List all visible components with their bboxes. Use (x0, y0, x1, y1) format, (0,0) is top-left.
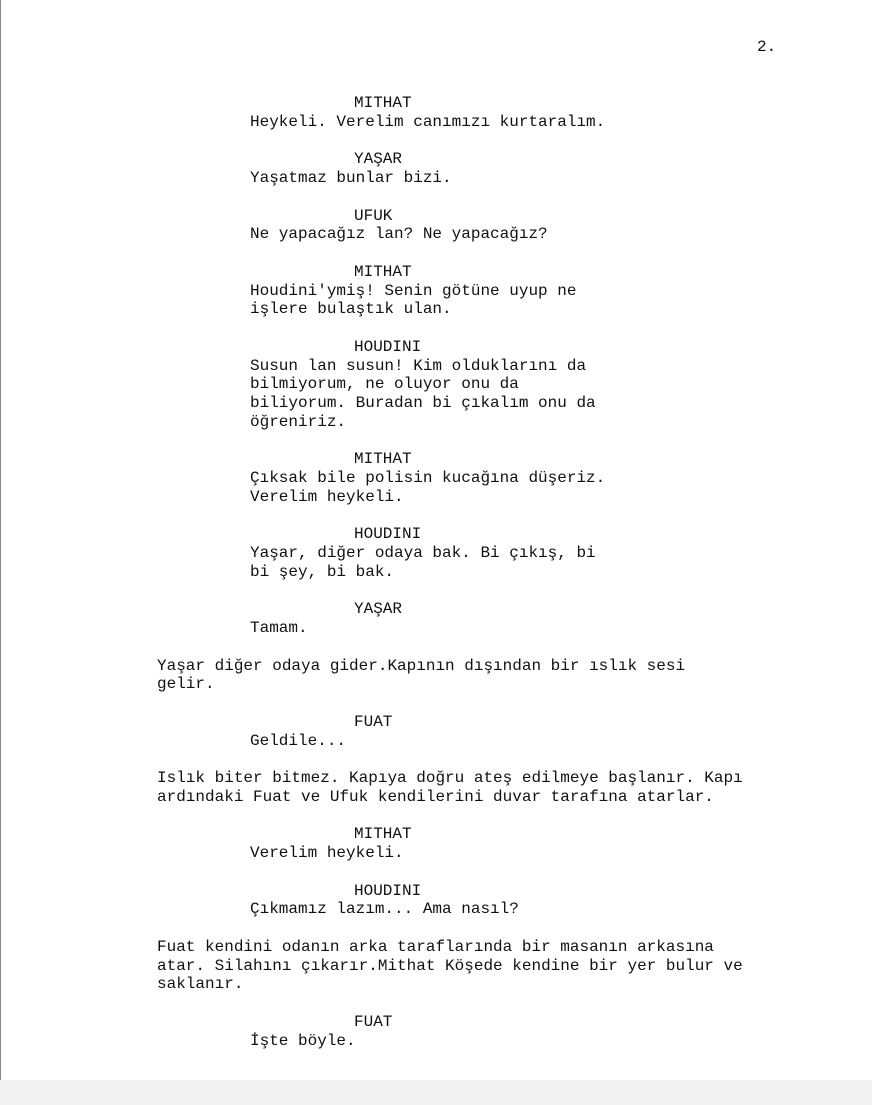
dialogue-line: bi şey, bi bak. (250, 562, 395, 581)
action-paragraph (1, 769, 872, 807)
viewer-bottom-strip (0, 1080, 872, 1105)
character-name: HOUDINI (354, 881, 422, 900)
action-line: gelir. (157, 675, 215, 694)
character-name: YAŞAR (354, 150, 403, 169)
page-number: 2. (757, 38, 777, 56)
dialogue-line: öğreniriz. (250, 412, 347, 431)
dialogue-line: Çıksak bile polisin kucağına düşeriz. (250, 469, 606, 487)
action-paragraph (1, 938, 872, 994)
action-line: ardındaki Fuat ve Ufuk kendilerini duvar tarafına atarlar. (157, 787, 714, 806)
character-name: HOUDINI (354, 525, 422, 544)
action-line: Yaşar diğer odaya gider.Kapının dışından bir ıslık sesi (157, 656, 686, 675)
dialogue-line: işlere bulaştık ulan. (250, 300, 452, 319)
character-name: MITHAT (354, 94, 412, 112)
dialogue-line: bilmiyorum, ne oluyor onu da (250, 375, 519, 394)
dialogue-line: Verelim heykeli. (250, 844, 404, 862)
character-name: MITHAT (354, 450, 412, 469)
script-body (1, 94, 872, 1050)
character-name: MITHAT (354, 825, 412, 844)
dialogue-line: Houdini'ymiş! Senin götüne uyup ne (250, 281, 577, 300)
character-name: UFUK (354, 206, 393, 225)
dialogue-line: Çıkmamız lazım... Ama nasıl? (250, 900, 519, 919)
dialogue-line: Tamam. (250, 619, 308, 637)
action-line: atar. Silahını çıkarır.Mithat Köşede kendine bir yer bulur ve (157, 956, 743, 975)
dialogue-line: Verelim heykeli. (250, 487, 404, 506)
dialogue-line: Geldile... (250, 731, 347, 750)
dialogue-line: biliyorum. Buradan bi çıkalım onu da (250, 394, 596, 412)
dialogue-line: Susun lan susun! Kim olduklarını da (250, 356, 587, 375)
character-name: HOUDINI (354, 337, 422, 356)
action-line: Fuat kendini odanın arka taraflarında bir masanın arkasına (157, 937, 714, 956)
action-line: saklanır. (157, 975, 244, 994)
dialogue-line: Yaşar, diğer odaya bak. Bi çıkış, bi (250, 544, 596, 562)
action-paragraph (1, 657, 872, 695)
dialogue-line: Heykeli. Verelim canımızı kurtaralım. (250, 112, 606, 131)
dialogue-line: Ne yapacağız lan? Ne yapacağız? (250, 225, 548, 244)
character-name: MITHAT (354, 262, 412, 281)
character-name: YAŞAR (354, 600, 403, 619)
dialogue-line: Yaşatmaz bunlar bizi. (250, 169, 452, 187)
character-name: FUAT (354, 712, 393, 731)
action-line: Islık biter bitmez. Kapıya doğru ateş edilmeye başlanır. Kapı (157, 769, 743, 787)
dialogue-line: İşte böyle. (250, 1031, 356, 1050)
character-name: FUAT (354, 1012, 393, 1031)
